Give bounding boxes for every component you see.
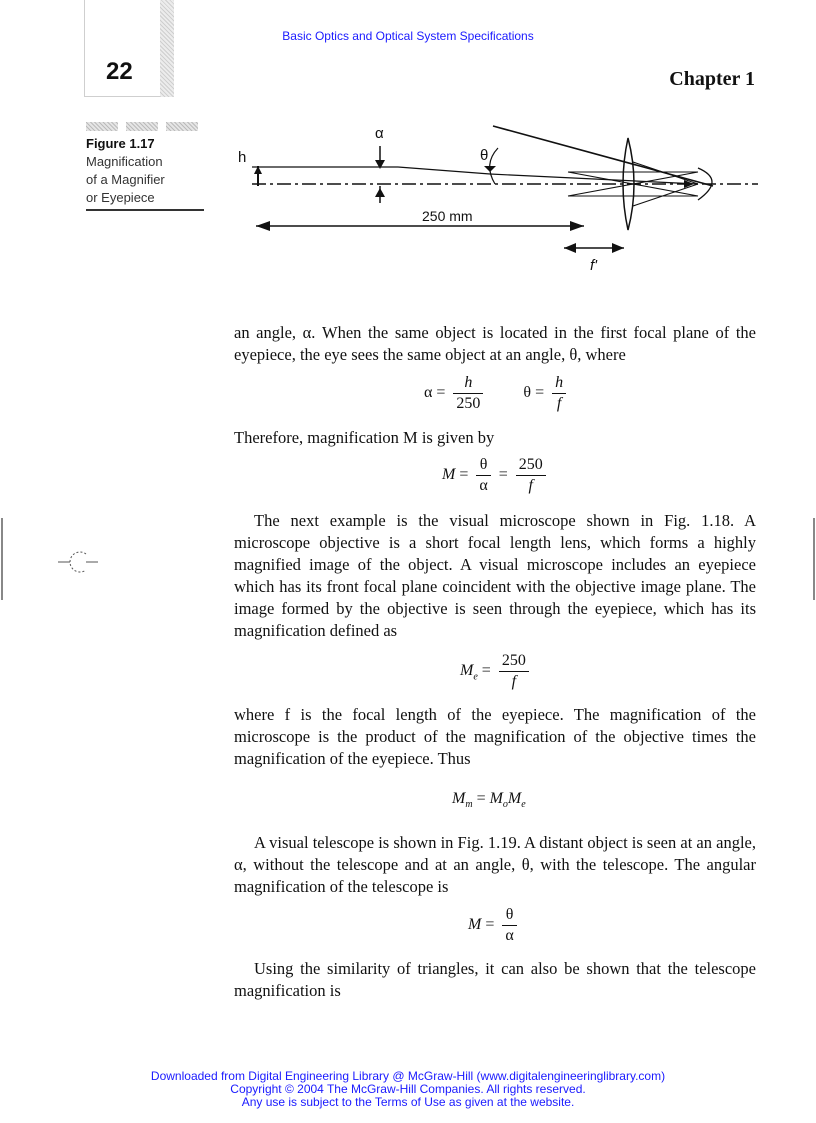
- equation-telescope: M = $\frac{\theta}{\alpha}$: [468, 906, 521, 945]
- caption-line: or Eyepiece: [86, 190, 155, 205]
- footer-terms[interactable]: Any use is subject to the Terms of Use as given at the website.: [241, 1095, 575, 1109]
- figure-number: Figure 1.17: [86, 136, 155, 151]
- running-title[interactable]: Basic Optics and Optical System Specifications: [282, 29, 534, 43]
- equation-eyepiece: $M_e$ = $\frac{250}{f}$: [460, 652, 533, 691]
- equation-magnification: M = $\frac{\theta}{\alpha}$ = $\frac{250}{f}$: [442, 456, 550, 495]
- theta-label: θ: [480, 147, 489, 164]
- registration-mark: [56, 546, 100, 576]
- crop-line-right: [812, 518, 816, 600]
- page-tab-shading: [160, 0, 174, 97]
- footer: [0, 1070, 816, 1109]
- paragraph-4: where f is the focal length of the eyepiece. The magnification of the microscope is the product of the magnification of the objective times the magnification of the eyepiece. Thus: [234, 705, 756, 768]
- page-number: 22: [106, 58, 133, 85]
- caption-line: Magnification: [86, 154, 163, 169]
- paragraph-3: The next example is the visual microscope shown in Fig. 1.18. A microscope objective is a short focal length lens, which forms a highly magnified image of the object. A visual microscope includes an eyepiece which has its front focal plane coincident with the objective image plane. The image formed by the objective is seen through the eyepiece, which has its magnification defined as: [234, 511, 756, 640]
- eye-ray: [493, 126, 713, 186]
- height-label: h: [238, 149, 247, 166]
- chapter-label: Chapter 1: [669, 68, 755, 90]
- equation-alpha-theta: α = $\frac{h}{250}$ θ = $\frac{h}{f}$: [424, 374, 570, 413]
- paragraph-5: A visual telescope is shown in Fig. 1.19. A distant object is seen at an angle, α, without the telescope and at an angle, θ, with the telescope. The angular magnification of the telescope is: [234, 833, 756, 896]
- paragraph-2: Therefore, magnification M is given by: [234, 428, 495, 447]
- figure-caption: [86, 122, 204, 211]
- equation-microscope: $M_m = M_oM_e$: [452, 790, 526, 811]
- paragraph-6: Using the similarity of triangles, it can also be shown that the telescope magnification is: [234, 959, 756, 1000]
- caption-line: of a Magnifier: [86, 172, 165, 187]
- footer-copyright: Copyright © 2004 The McGraw-Hill Companies. All rights reserved.: [230, 1082, 586, 1096]
- magnifier-diagram: [228, 118, 758, 288]
- focal-label: f': [590, 257, 598, 274]
- alpha-label: α: [375, 125, 384, 142]
- caption-decoration: [86, 122, 204, 131]
- crop-line-left: [0, 518, 4, 600]
- distance-label: 250 mm: [422, 208, 473, 224]
- footer-link[interactable]: Downloaded from Digital Engineering Library @ McGraw-Hill (www.digitalengineeringlibrary.com): [150, 1069, 666, 1083]
- paragraph-1: an angle, α. When the same object is located in the first focal plane of the eyepiece, the eye sees the same object at an angle, θ, where: [234, 323, 756, 364]
